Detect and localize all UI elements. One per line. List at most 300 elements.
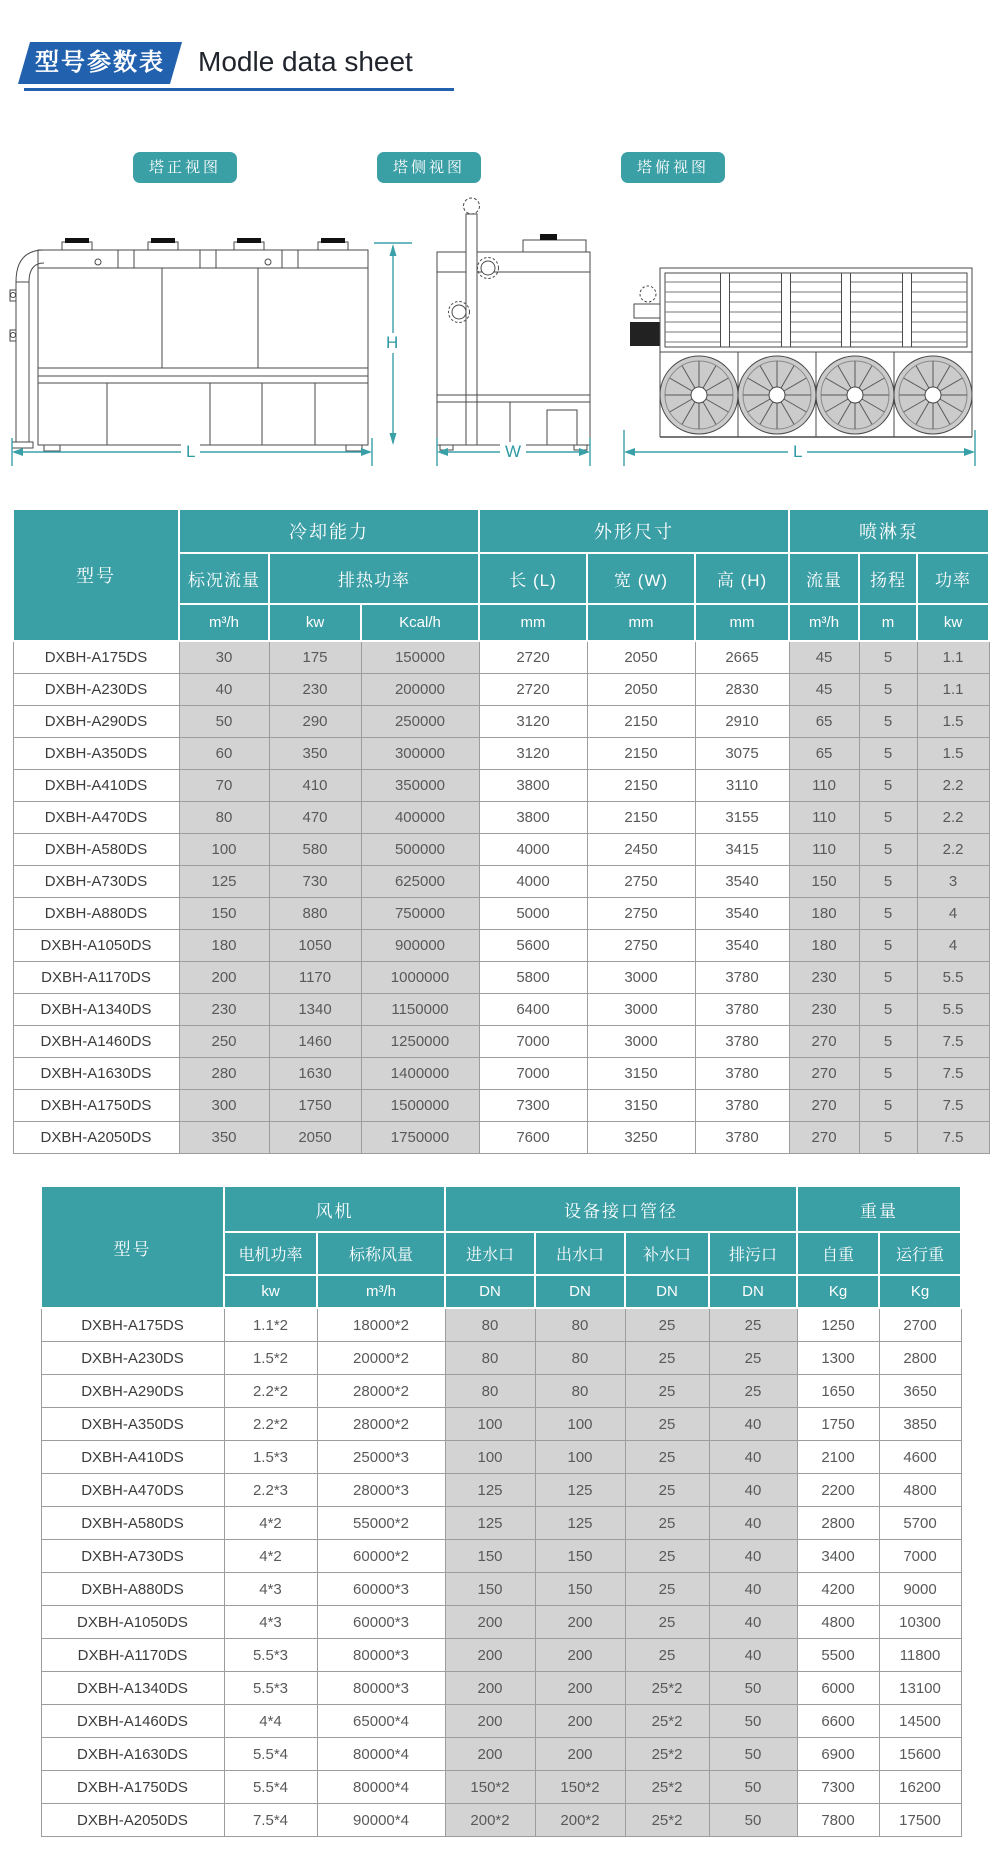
value-cell: 80 [535,1308,625,1342]
value-cell: 40 [709,1639,797,1672]
value-cell: 1.5 [917,706,989,738]
table-row [41,1474,961,1507]
value-cell: 290 [269,706,361,738]
model-cell: DXBH-A1170DS [41,1639,224,1672]
value-cell: 1650 [797,1375,879,1408]
model-cell: DXBH-A230DS [41,1342,224,1375]
value-cell: 3540 [695,930,789,962]
value-cell: 25 [709,1308,797,1342]
value-cell: 175 [269,641,361,674]
value-cell: 125 [535,1474,625,1507]
value-cell: 200 [535,1606,625,1639]
value-cell: 2.2*2 [224,1408,317,1441]
value-cell: 270 [789,1058,859,1090]
value-cell: 5.5*3 [224,1672,317,1705]
value-cell: 3780 [695,1026,789,1058]
table-row [13,674,989,706]
value-cell: 150 [535,1540,625,1573]
value-cell: 2750 [587,930,695,962]
value-cell: 28000*2 [317,1375,445,1408]
value-cell: 1250 [797,1308,879,1342]
value-cell: 5.5 [917,994,989,1026]
value-cell: 45 [789,641,859,674]
value-cell: 2800 [879,1342,961,1375]
value-cell: 60000*2 [317,1540,445,1573]
value-cell: 100 [445,1408,535,1441]
value-cell: 1750000 [361,1122,479,1154]
table-row [13,994,989,1026]
t1-unit: m³/h [179,604,269,641]
side-width-label: W [500,442,526,462]
value-cell: 70 [179,770,269,802]
value-cell: 25 [709,1342,797,1375]
value-cell: 1.1*2 [224,1308,317,1342]
model-cell: DXBH-A410DS [13,770,179,802]
technical-drawings [0,190,1000,480]
spec-table-main [12,508,990,1154]
value-cell: 5 [859,994,917,1026]
value-cell: 250 [179,1026,269,1058]
table-row [13,1026,989,1058]
value-cell: 125 [535,1507,625,1540]
value-cell: 1.5*3 [224,1441,317,1474]
table-row [13,930,989,962]
value-cell: 230 [789,994,859,1026]
value-cell: 5 [859,770,917,802]
value-cell: 7000 [479,1058,587,1090]
value-cell: 2150 [587,738,695,770]
value-cell: 40 [709,1540,797,1573]
t2-header-weight: 重量 [797,1186,961,1232]
value-cell: 2700 [879,1308,961,1342]
value-cell: 270 [789,1026,859,1058]
value-cell: 11800 [879,1639,961,1672]
value-cell: 100 [535,1408,625,1441]
value-cell: 1050 [269,930,361,962]
side-view-label: 塔侧视图 [377,152,481,183]
table-row [13,802,989,834]
table-row [41,1606,961,1639]
value-cell: 17500 [879,1804,961,1837]
value-cell: 4 [917,930,989,962]
t2-subheader-net-weight: 自重 [797,1232,879,1275]
value-cell: 1460 [269,1026,361,1058]
value-cell: 2100 [797,1441,879,1474]
value-cell: 3250 [587,1122,695,1154]
value-cell: 50 [709,1738,797,1771]
value-cell: 5.5*4 [224,1738,317,1771]
value-cell: 200 [179,962,269,994]
model-cell: DXBH-A230DS [13,674,179,706]
front-view-label: 塔正视图 [133,152,237,183]
value-cell: 3155 [695,802,789,834]
model-cell: DXBH-A1170DS [13,962,179,994]
value-cell: 4000 [479,834,587,866]
t1-unit: mm [479,604,587,641]
value-cell: 230 [789,962,859,994]
model-cell: DXBH-A1630DS [13,1058,179,1090]
t1-unit: m [859,604,917,641]
value-cell: 200 [445,1639,535,1672]
table-row [13,1058,989,1090]
table-row [41,1771,961,1804]
value-cell: 55000*2 [317,1507,445,1540]
value-cell: 1400000 [361,1058,479,1090]
value-cell: 1.1 [917,674,989,706]
value-cell: 1.5*2 [224,1342,317,1375]
value-cell: 5.5 [917,962,989,994]
value-cell: 2050 [587,674,695,706]
value-cell: 25*2 [625,1705,709,1738]
table-row [13,898,989,930]
value-cell: 5 [859,834,917,866]
t2-header-fan: 风机 [224,1186,445,1232]
value-cell: 7300 [797,1771,879,1804]
value-cell: 880 [269,898,361,930]
title-underline [24,88,454,91]
value-cell: 4 [917,898,989,930]
value-cell: 60 [179,738,269,770]
value-cell: 7.5*4 [224,1804,317,1837]
value-cell: 80 [535,1375,625,1408]
value-cell: 7000 [879,1540,961,1573]
front-view-drawing [10,238,368,451]
value-cell: 3000 [587,994,695,1026]
value-cell: 280 [179,1058,269,1090]
value-cell: 5000 [479,898,587,930]
value-cell: 25 [709,1375,797,1408]
value-cell: 125 [445,1474,535,1507]
value-cell: 4*3 [224,1606,317,1639]
value-cell: 25 [625,1375,709,1408]
value-cell: 13100 [879,1672,961,1705]
model-cell: DXBH-A175DS [13,641,179,674]
title-badge-text: 型号参数表 [35,49,165,76]
side-view-drawing [437,198,590,450]
value-cell: 50 [709,1672,797,1705]
value-cell: 7.5 [917,1058,989,1090]
value-cell: 25 [625,1308,709,1342]
table-row [41,1507,961,1540]
t1-unit: Kcal/h [361,604,479,641]
value-cell: 350 [179,1122,269,1154]
value-cell: 3780 [695,1122,789,1154]
value-cell: 7.5 [917,1122,989,1154]
value-cell: 2050 [587,641,695,674]
value-cell: 300 [179,1090,269,1122]
value-cell: 5.5*3 [224,1639,317,1672]
model-cell: DXBH-A880DS [41,1573,224,1606]
t2-unit: DN [535,1275,625,1308]
value-cell: 1000000 [361,962,479,994]
value-cell: 270 [789,1090,859,1122]
t2-subheader-inlet: 进水口 [445,1232,535,1275]
spec-table-secondary [40,1185,962,1837]
value-cell: 5500 [797,1639,879,1672]
value-cell: 65 [789,706,859,738]
value-cell: 4*2 [224,1540,317,1573]
value-cell: 1.5 [917,738,989,770]
value-cell: 40 [709,1408,797,1441]
value-cell: 50 [709,1771,797,1804]
table-row [41,1308,961,1342]
value-cell: 50 [709,1804,797,1837]
value-cell: 25 [625,1540,709,1573]
value-cell: 20000*2 [317,1342,445,1375]
model-cell: DXBH-A1050DS [41,1606,224,1639]
value-cell: 180 [179,930,269,962]
value-cell: 25 [625,1441,709,1474]
value-cell: 3120 [479,738,587,770]
value-cell: 200*2 [535,1804,625,1837]
table-row [41,1540,961,1573]
value-cell: 14500 [879,1705,961,1738]
value-cell: 1630 [269,1058,361,1090]
value-cell: 4600 [879,1441,961,1474]
model-cell: DXBH-A175DS [41,1308,224,1342]
model-cell: DXBH-A880DS [13,898,179,930]
value-cell: 2720 [479,641,587,674]
value-cell: 200 [445,1672,535,1705]
model-cell: DXBH-A1630DS [41,1738,224,1771]
value-cell: 2800 [797,1507,879,1540]
value-cell: 5 [859,706,917,738]
t1-unit: kw [269,604,361,641]
t1-subheader-flow: 标况流量 [179,553,269,604]
value-cell: 28000*2 [317,1408,445,1441]
value-cell: 230 [269,674,361,706]
t1-unit: kw [917,604,989,641]
value-cell: 125 [445,1507,535,1540]
value-cell: 25*2 [625,1804,709,1837]
value-cell: 3000 [587,1026,695,1058]
model-cell: DXBH-A1340DS [41,1672,224,1705]
table-row [41,1408,961,1441]
value-cell: 3800 [479,770,587,802]
value-cell: 5 [859,738,917,770]
value-cell: 9000 [879,1573,961,1606]
value-cell: 3075 [695,738,789,770]
table-row [13,738,989,770]
value-cell: 40 [709,1507,797,1540]
value-cell: 50 [709,1705,797,1738]
t1-header-dimensions: 外形尺寸 [479,509,789,553]
value-cell: 350 [269,738,361,770]
value-cell: 2.2 [917,834,989,866]
t2-subheader-operating-weight: 运行重 [879,1232,961,1275]
table-row [41,1573,961,1606]
value-cell: 7000 [479,1026,587,1058]
value-cell: 110 [789,770,859,802]
value-cell: 110 [789,834,859,866]
value-cell: 25000*3 [317,1441,445,1474]
value-cell: 5 [859,962,917,994]
value-cell: 100 [445,1441,535,1474]
t1-subheader-pump-flow: 流量 [789,553,859,604]
value-cell: 400000 [361,802,479,834]
value-cell: 4200 [797,1573,879,1606]
value-cell: 2150 [587,770,695,802]
value-cell: 1500000 [361,1090,479,1122]
value-cell: 3000 [587,962,695,994]
value-cell: 4800 [879,1474,961,1507]
value-cell: 5 [859,866,917,898]
t1-unit: mm [587,604,695,641]
value-cell: 3540 [695,898,789,930]
value-cell: 5.5*4 [224,1771,317,1804]
t2-header-ports: 设备接口管径 [445,1186,797,1232]
table-row [41,1342,961,1375]
table-row [41,1441,961,1474]
table-row [41,1672,961,1705]
value-cell: 200 [535,1705,625,1738]
table-row [41,1738,961,1771]
table-row [13,641,989,674]
value-cell: 410 [269,770,361,802]
value-cell: 2910 [695,706,789,738]
value-cell: 25 [625,1408,709,1441]
value-cell: 80000*4 [317,1738,445,1771]
value-cell: 80000*3 [317,1639,445,1672]
model-cell: DXBH-A730DS [13,866,179,898]
value-cell: 2.2 [917,770,989,802]
model-cell: DXBH-A290DS [13,706,179,738]
value-cell: 3780 [695,962,789,994]
value-cell: 1300 [797,1342,879,1375]
value-cell: 2750 [587,898,695,930]
value-cell: 25 [625,1474,709,1507]
value-cell: 5800 [479,962,587,994]
table-row [13,706,989,738]
value-cell: 25 [625,1342,709,1375]
model-cell: DXBH-A730DS [41,1540,224,1573]
t2-subheader-outlet: 出水口 [535,1232,625,1275]
t2-subheader-airflow: 标称风量 [317,1232,445,1275]
table-row [41,1639,961,1672]
value-cell: 18000*2 [317,1308,445,1342]
value-cell: 200 [445,1705,535,1738]
t1-unit: mm [695,604,789,641]
value-cell: 3780 [695,1090,789,1122]
value-cell: 6900 [797,1738,879,1771]
value-cell: 1170 [269,962,361,994]
value-cell: 2750 [587,866,695,898]
value-cell: 250000 [361,706,479,738]
t1-subheader-length: 长 (L) [479,553,587,604]
model-cell: DXBH-A1750DS [13,1090,179,1122]
value-cell: 3415 [695,834,789,866]
value-cell: 6600 [797,1705,879,1738]
value-cell: 180 [789,930,859,962]
height-label: H [381,333,403,353]
value-cell: 5 [859,898,917,930]
value-cell: 25 [625,1606,709,1639]
model-cell: DXBH-A1460DS [13,1026,179,1058]
model-cell: DXBH-A290DS [41,1375,224,1408]
t2-subheader-motor-power: 电机功率 [224,1232,317,1275]
value-cell: 3800 [479,802,587,834]
value-cell: 580 [269,834,361,866]
value-cell: 5600 [479,930,587,962]
value-cell: 5 [859,1026,917,1058]
value-cell: 2665 [695,641,789,674]
model-cell: DXBH-A410DS [41,1441,224,1474]
value-cell: 3780 [695,994,789,1026]
model-cell: DXBH-A1460DS [41,1705,224,1738]
value-cell: 15600 [879,1738,961,1771]
value-cell: 10300 [879,1606,961,1639]
value-cell: 3120 [479,706,587,738]
value-cell: 5 [859,1090,917,1122]
value-cell: 3150 [587,1058,695,1090]
value-cell: 470 [269,802,361,834]
value-cell: 900000 [361,930,479,962]
table-row [13,834,989,866]
value-cell: 28000*3 [317,1474,445,1507]
value-cell: 270 [789,1122,859,1154]
value-cell: 80000*4 [317,1771,445,1804]
t1-header-model: 型号 [13,509,179,641]
page-title: Modle data sheet [198,46,413,77]
value-cell: 40 [709,1474,797,1507]
value-cell: 3850 [879,1408,961,1441]
t2-subheader-makeup: 补水口 [625,1232,709,1275]
value-cell: 2050 [269,1122,361,1154]
value-cell: 16200 [879,1771,961,1804]
t1-header-spray-pump: 喷淋泵 [789,509,989,553]
value-cell: 25*2 [625,1672,709,1705]
model-cell: DXBH-A1050DS [13,930,179,962]
value-cell: 6000 [797,1672,879,1705]
t1-subheader-heat-power: 排热功率 [269,553,479,604]
value-cell: 45 [789,674,859,706]
value-cell: 100 [179,834,269,866]
model-cell: DXBH-A580DS [13,834,179,866]
value-cell: 25 [625,1639,709,1672]
value-cell: 150000 [361,641,479,674]
value-cell: 5 [859,930,917,962]
value-cell: 2.2*3 [224,1474,317,1507]
t1-subheader-width: 宽 (W) [587,553,695,604]
value-cell: 300000 [361,738,479,770]
table-row [41,1705,961,1738]
t2-unit: kw [224,1275,317,1308]
top-length-label: L [788,442,807,462]
value-cell: 200 [535,1639,625,1672]
value-cell: 4*3 [224,1573,317,1606]
value-cell: 2150 [587,802,695,834]
value-cell: 25*2 [625,1771,709,1804]
value-cell: 2720 [479,674,587,706]
value-cell: 3110 [695,770,789,802]
value-cell: 500000 [361,834,479,866]
value-cell: 5 [859,802,917,834]
model-cell: DXBH-A580DS [41,1507,224,1540]
value-cell: 3 [917,866,989,898]
value-cell: 3780 [695,1058,789,1090]
value-cell: 2450 [587,834,695,866]
value-cell: 730 [269,866,361,898]
value-cell: 750000 [361,898,479,930]
value-cell: 60000*3 [317,1606,445,1639]
value-cell: 7300 [479,1090,587,1122]
value-cell: 150 [445,1540,535,1573]
table-row [13,1090,989,1122]
value-cell: 5 [859,1122,917,1154]
value-cell: 25*2 [625,1738,709,1771]
top-view-drawing [630,268,972,437]
value-cell: 150 [179,898,269,930]
